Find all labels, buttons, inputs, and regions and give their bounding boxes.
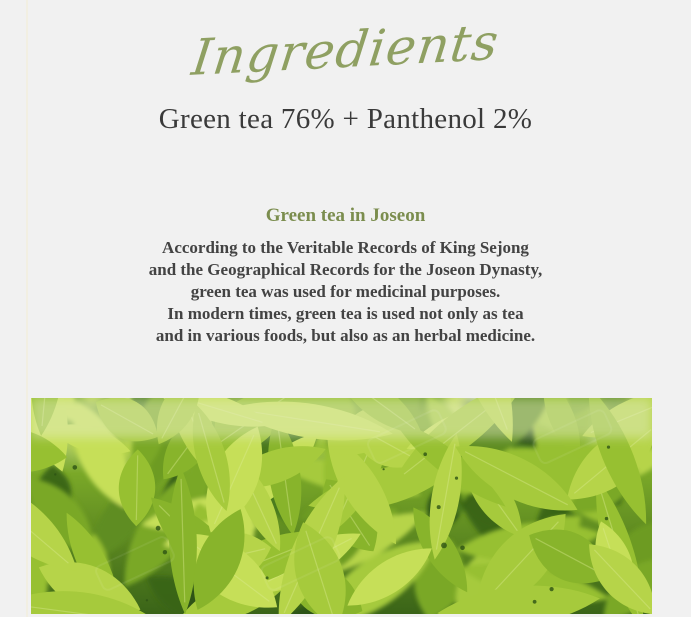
- paragraph-line: and the Geographical Records for the Joseon Dynasty,: [148, 260, 543, 279]
- green-tea-field-photo: [31, 398, 652, 614]
- paragraph-line: and in various foods, but also as an herbal medicine.: [155, 326, 536, 345]
- description-paragraph: [0, 237, 691, 347]
- section-script-title: Ingredients: [188, 13, 503, 87]
- paragraph-line: In modern times, green tea is used not only as tea: [167, 304, 524, 323]
- formula-headline: Green tea 76% + Panthenol 2%: [158, 103, 533, 135]
- subsection-heading: Green tea in Joseon: [265, 205, 426, 226]
- paragraph-line: According to the Veritable Records of King Sejong: [162, 238, 529, 257]
- paragraph-line: green tea was used for medicinal purposes.: [190, 282, 501, 301]
